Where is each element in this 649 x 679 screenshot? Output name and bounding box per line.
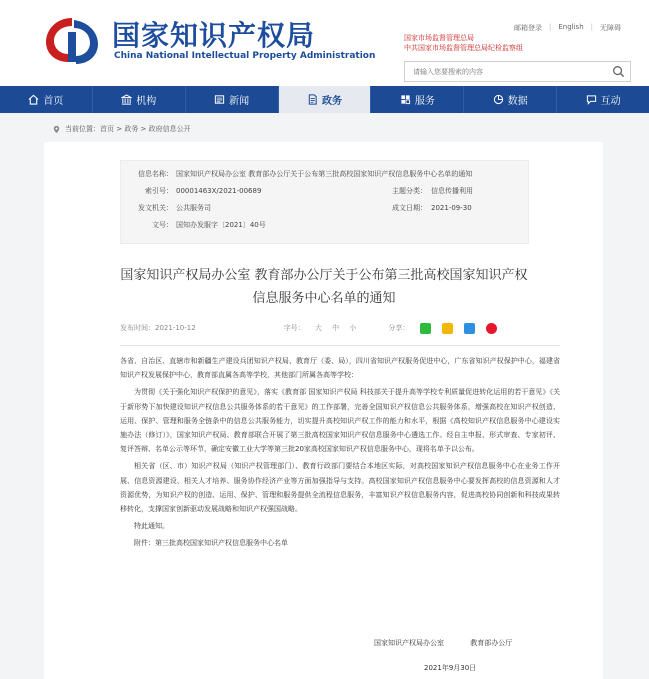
qq-icon[interactable] (464, 323, 475, 334)
article-title (104, 264, 544, 310)
building-icon (121, 94, 132, 105)
cnipa-emblem-icon[interactable] (42, 14, 102, 66)
search-box (404, 61, 631, 82)
location-icon (52, 125, 61, 134)
meta-label: 文号： (152, 220, 173, 229)
signature (374, 638, 536, 648)
signatory: 教育部办公厅 (470, 639, 513, 647)
document-date: 2021年9月30日 (424, 664, 477, 672)
meta-agency-value: 公共服务司 (176, 203, 211, 212)
nav-item-interaction[interactable] (557, 86, 649, 113)
nav-item-institutions[interactable] (93, 86, 186, 113)
meta-label: 成文日期： (392, 203, 427, 212)
nav-label: 互动 (600, 96, 621, 107)
signatory: 国家知识产权局办公室 (374, 639, 444, 647)
nav-item-home[interactable] (0, 86, 93, 113)
article-card (44, 142, 603, 679)
meta-label: 信息名称： (138, 169, 173, 178)
search-icon[interactable] (612, 65, 625, 78)
nav-label: 服务 (414, 96, 435, 107)
data-icon (493, 94, 504, 105)
meta-label: 发文机关： (138, 203, 173, 212)
body-paragraph: 相关省（区、市）知识产权局（知识产权管理部门）、教育行政部门要结合本地区实际，对高校国家知识产权信息服务中心在业务工作开展、信息资源建设、相关人才培养、服务协作经济产业等方面加强指导与支持。高校国家知识产权信息服务中心要发挥高校的信息资源和人才资源优势，为知识产权的创造、运用、保护、管理和服务提供全流程信息服务，丰富知识产权信息服务内容，促进高校协同创新和科技成果转移转化，支撑国家创新驱动发展战略和知识产权强国战略。 (120, 462, 560, 514)
qzone-icon[interactable] (442, 323, 453, 334)
document-icon (307, 94, 318, 105)
font-size-label: 字号： (283, 324, 305, 332)
gov-note-discipline[interactable]: 中共国家市场监督管理总局纪检监察组 (404, 44, 523, 52)
meta-row-name (121, 165, 530, 182)
news-icon (214, 94, 225, 105)
font-size-medium[interactable]: 中 (332, 324, 340, 332)
meta-label: 索引号： (145, 186, 173, 195)
breadcrumb (52, 124, 191, 134)
wechat-icon[interactable] (420, 323, 431, 334)
meta-label: 主题分类： (392, 186, 427, 195)
breadcrumb-text[interactable]: 当前位置：首页 > 政务 > 政府信息公开 (65, 125, 191, 133)
meta-name-value: 国家知识产权局办公室 教育部办公厅关于公布第三批高校国家知识产权信息服务中心名单的通知 (176, 169, 473, 178)
accessibility-link[interactable]: 无障碍 (600, 24, 621, 32)
nav-item-news[interactable] (186, 86, 279, 113)
site-logo-text[interactable]: 国家知识产权局 (112, 19, 316, 52)
font-size-large[interactable]: 大 (314, 324, 322, 332)
gov-note-samr[interactable]: 国家市场监督管理总局 (404, 34, 474, 42)
site-logo-english: China National Intellectual Property Administration (114, 51, 376, 61)
divider: | (549, 23, 552, 31)
site-header (0, 0, 649, 86)
article-title-line: 信息服务中心名单的通知 (252, 291, 396, 306)
home-icon (28, 94, 39, 105)
weibo-icon[interactable] (486, 323, 497, 334)
divider: | (590, 23, 593, 31)
top-links (514, 23, 621, 33)
document-meta (120, 160, 529, 244)
service-icon (400, 94, 411, 105)
english-link[interactable]: English (558, 23, 584, 31)
nav-label: 政务 (322, 96, 342, 107)
article-title-line: 国家知识产权局办公室 教育部办公厅关于公布第三批高校国家知识产权 (120, 268, 528, 283)
gov-notes (404, 33, 523, 53)
attachment-link[interactable]: 附件：第三批高校国家知识产权信息服务中心名单 (134, 539, 288, 548)
meta-index-value: 00001463X/2021-00689 (176, 186, 262, 195)
publish-time: 发布时间：2021-10-12 (120, 324, 196, 332)
nav-item-data[interactable] (464, 86, 557, 113)
body-paragraph: 特此通知。 (134, 522, 169, 531)
share-control (388, 323, 497, 334)
body-paragraph: 各省、自治区、直辖市和新疆生产建设兵团知识产权局、教育厅（委、局），四川省知识产权服务促进中心，广东省知识产权保护中心，福建省知识产权发展保护中心，教育部直属各高等学校，其他部门所属各高等学校： (120, 357, 560, 380)
font-size-control (284, 323, 357, 333)
meta-category-value: 信息传播利用 (431, 186, 473, 195)
meta-row-docno (121, 216, 530, 233)
meta-docno-value: 国知办发服字〔2021〕40号 (176, 220, 266, 229)
nav-label: 数据 (507, 96, 528, 107)
meta-row-index (121, 182, 530, 199)
divider (120, 345, 560, 346)
share-label: 分享： (388, 324, 410, 332)
main-nav (0, 86, 649, 113)
meta-date-value: 2021-09-30 (431, 203, 472, 212)
search-input[interactable] (405, 62, 601, 81)
nav-label: 首页 (43, 96, 64, 107)
body-paragraph: 为贯彻《关于强化知识产权保护的意见》，落实《教育部 国家知识产权局 科技部关于提升高等学校专利质量促进转化运用的若干意见》《关于新形势下加快建设知识产权信息公共服务体系的若干意见》的工作部署，完善全国知识产权信息公共服务体系，增强高校在知识产权创造、运用、保护、管理和服务全链条中的信息公共服务能力，切实提升高校知识产权工作的能力和水平，根据《高校知识产权信息服务中心建设实施办法（修订）》，国家知识产权局、教育部联合开展了第三批高校国家知识产权信息服务中心遴选工作。经自主申报、形式审查、专家初评、复评答辩、名单公示等环节，确定安徽工业大学等第三批20家高校国家知识产权信息服务中心，现将名单予以公布。 (120, 388, 560, 454)
nav-item-services[interactable] (371, 86, 464, 113)
nav-label: 新闻 (229, 96, 250, 107)
font-size-small[interactable]: 小 (349, 324, 357, 332)
meta-row-agency (121, 199, 530, 216)
nav-label: 机构 (136, 96, 157, 107)
article-info-bar (120, 320, 560, 336)
nav-item-government-affairs[interactable] (279, 86, 372, 113)
article-body (120, 354, 560, 554)
mail-login-link[interactable]: 邮箱登录 (514, 24, 542, 32)
chat-icon (586, 94, 597, 105)
